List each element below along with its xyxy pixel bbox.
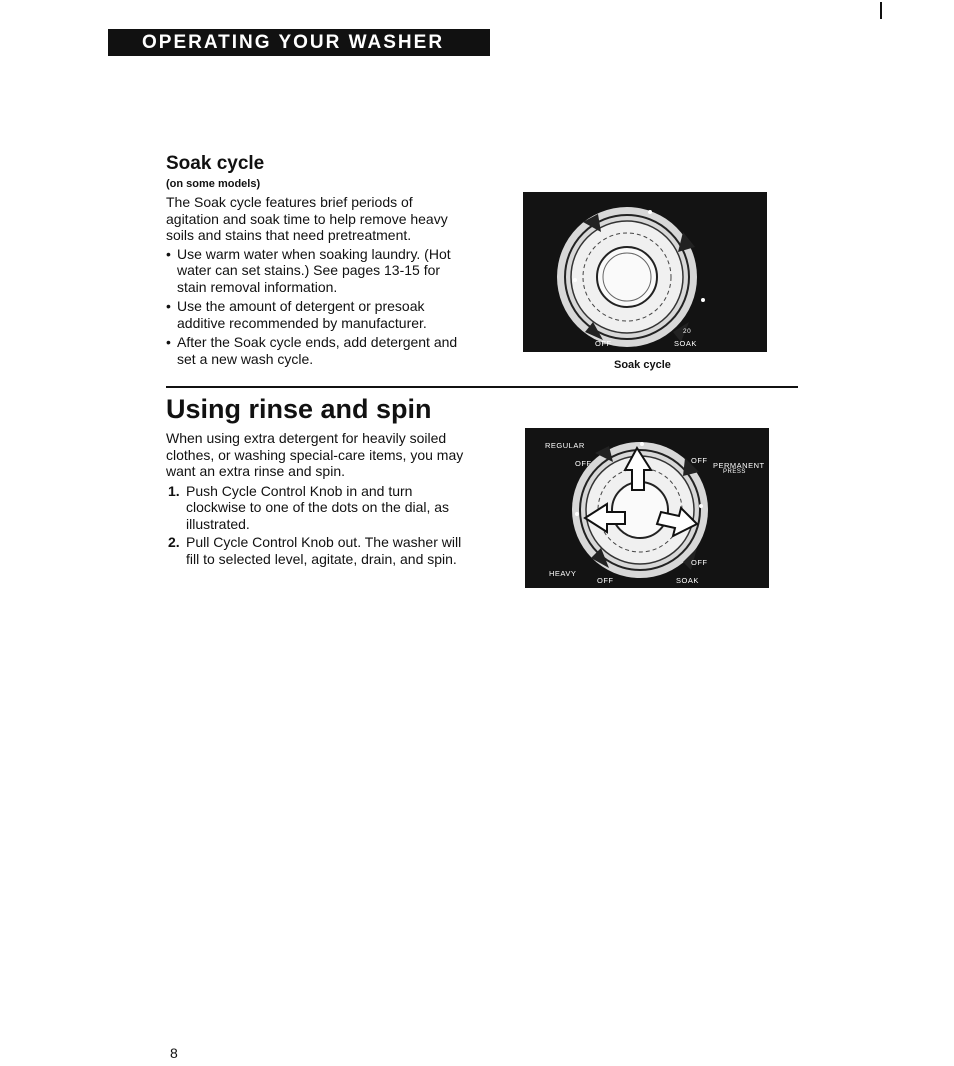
rinse-step-list bbox=[166, 483, 466, 568]
soak-bullet: • Use warm water when soaking laundry. (Hot water can set stains.) See pages 13-15 for stain removal information. bbox=[166, 246, 466, 296]
dial-label-press: PRESS bbox=[723, 469, 746, 475]
soak-figure-caption: Soak cycle bbox=[614, 359, 671, 371]
dial-label-off-top-left: OFF bbox=[575, 459, 592, 468]
dial-label-off-top-right: OFF bbox=[691, 456, 708, 465]
corner-mark bbox=[880, 2, 882, 19]
soak-cycle-body bbox=[166, 194, 466, 370]
dial-label-soak: SOAK bbox=[674, 339, 697, 348]
dial-label-off: OFF bbox=[595, 339, 612, 348]
rinse-spin-heading: Using rinse and spin bbox=[166, 394, 432, 424]
dial-label-permanent: PERMANENT bbox=[713, 461, 765, 470]
rinse-intro: When using extra detergent for heavily soiled clothes, or washing special-care items, you may want an extra rinse and spin. bbox=[166, 430, 464, 479]
soak-cycle-subtitle: (on some models) bbox=[166, 178, 261, 190]
step-text: Push Cycle Control Knob in and turn clockwise to one of the dots on the dial, as illustrated. bbox=[186, 482, 450, 532]
soak-cycle-heading: Soak cycle bbox=[166, 153, 265, 174]
soak-intro: The Soak cycle features brief periods of agitation and soak time to help remove heavy soils and stains that need pretreatment. bbox=[166, 194, 448, 243]
step-number: 2. bbox=[168, 534, 180, 550]
soak-dial-image bbox=[523, 192, 767, 352]
dial-label-soak: SOAK bbox=[676, 576, 699, 585]
rinse-spin-dial-image bbox=[525, 428, 769, 588]
step-number: 1. bbox=[168, 482, 180, 499]
dial-label-off-bottom: OFF bbox=[597, 576, 614, 585]
rinse-spin-body bbox=[166, 430, 466, 569]
section-header: OPERATING YOUR WASHER bbox=[108, 29, 490, 56]
dial-label-20: 20 bbox=[683, 328, 692, 335]
rinse-spin-dial-icon bbox=[525, 428, 769, 588]
soak-dial-icon bbox=[523, 192, 767, 352]
soak-bullet-list bbox=[166, 246, 466, 368]
soak-bullet: • After the Soak cycle ends, add detergent and set a new wash cycle. bbox=[166, 334, 466, 367]
dial-label-regular: REGULAR bbox=[545, 441, 585, 450]
rinse-step bbox=[166, 483, 466, 533]
dial-label-heavy: HEAVY bbox=[549, 569, 577, 578]
page-number: 8 bbox=[170, 1045, 178, 1061]
rinse-step bbox=[166, 534, 466, 567]
section-divider bbox=[166, 386, 798, 388]
dial-label-off-right: OFF bbox=[691, 558, 708, 567]
soak-bullet: • Use the amount of detergent or presoak additive recommended by manufacturer. bbox=[166, 298, 466, 331]
step-text: Pull Cycle Control Knob out. The washer will fill to selected level, agitate, drain, and spin. bbox=[186, 534, 462, 567]
